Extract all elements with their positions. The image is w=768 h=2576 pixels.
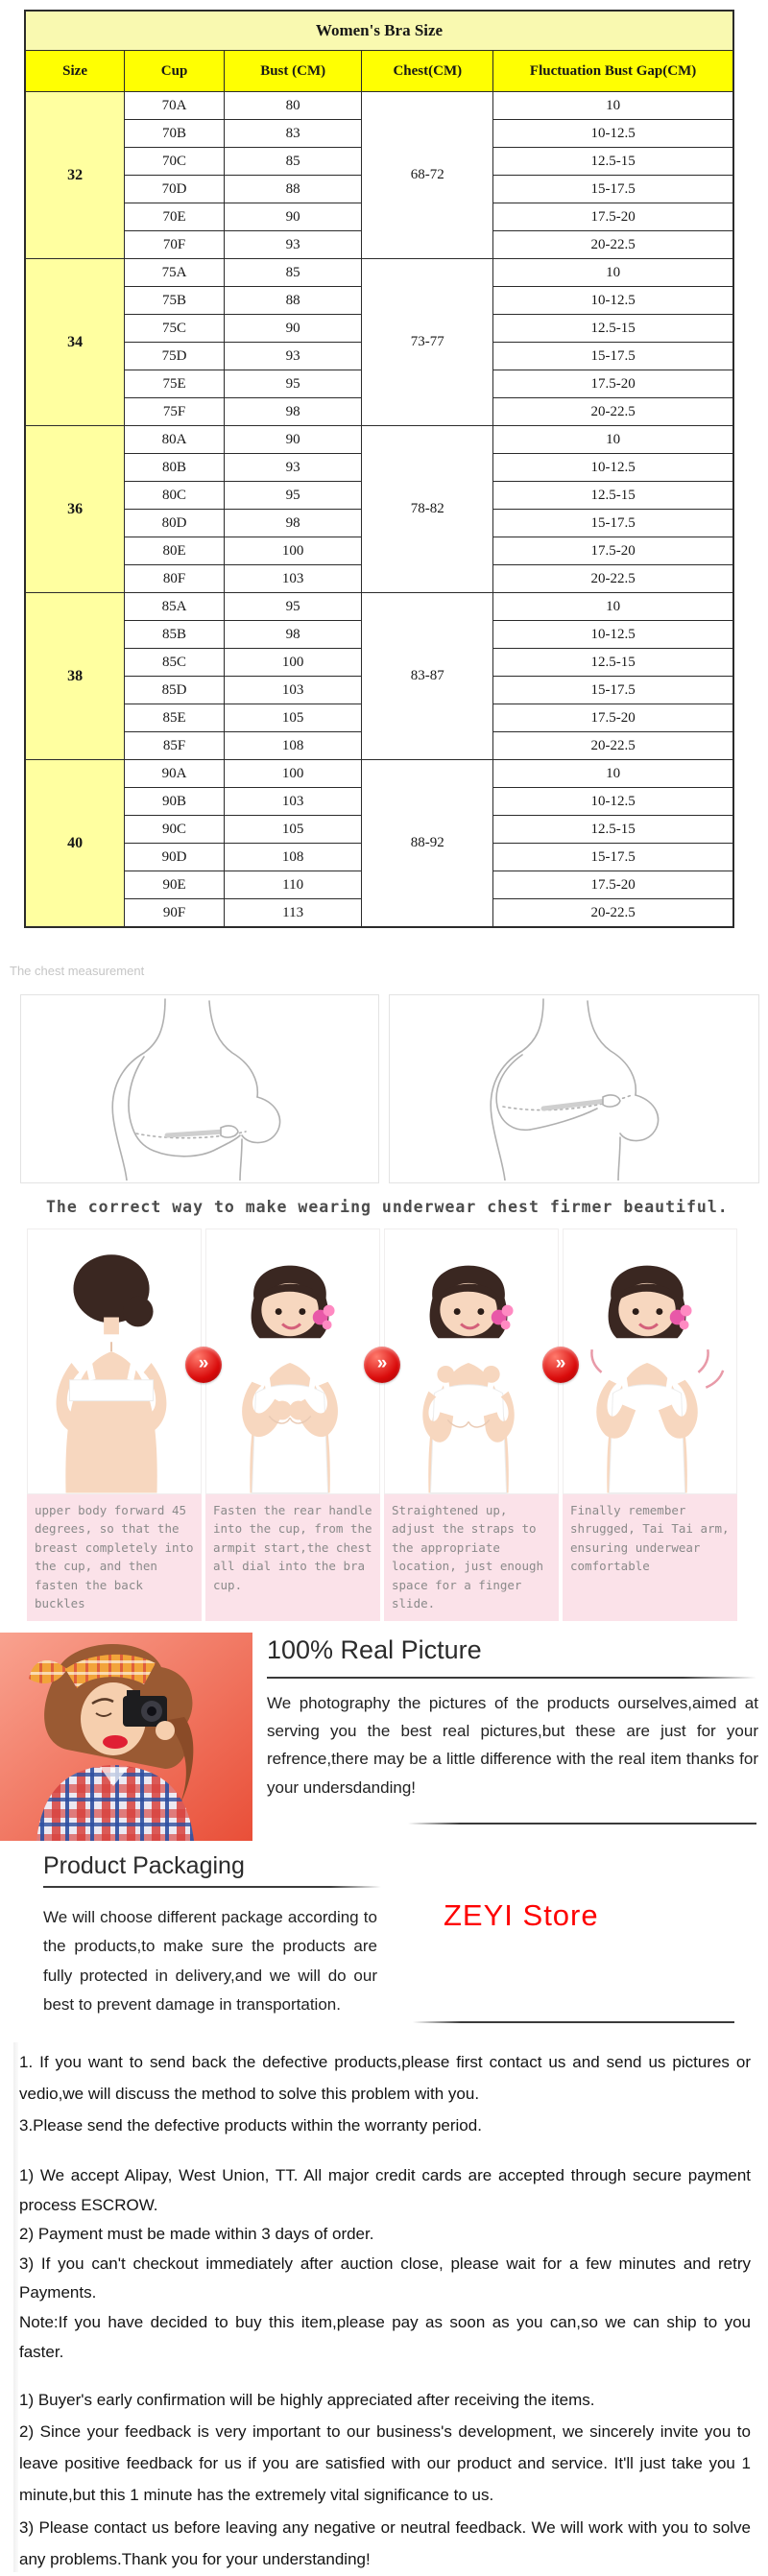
column-header-size: Size: [25, 51, 125, 92]
cup-cell: 90C: [125, 816, 225, 844]
bust-cell: 110: [224, 871, 362, 899]
chest-measurement-label: The chest measurement: [10, 964, 145, 978]
size-cell: 36: [25, 426, 125, 593]
cup-cell: 90F: [125, 899, 225, 928]
cup-cell: 90B: [125, 788, 225, 816]
returns-line: 1. If you want to send back the defective products,please first contact us and send us pictures or vedio,we will discuss the method to solve this problem with you.: [19, 2053, 751, 2103]
bust-cell: 103: [224, 788, 362, 816]
bust-cell: 93: [224, 454, 362, 482]
gap-cell: 17.5-20: [493, 871, 733, 899]
cup-cell: 85A: [125, 593, 225, 621]
bust-cell: 88: [224, 176, 362, 203]
bust-cell: 98: [224, 621, 362, 649]
size-table-title: Women's Bra Size: [25, 11, 733, 51]
cup-cell: 70E: [125, 203, 225, 231]
payment-line: Note:If you have decided to buy this item,please pay as soon as you can,so we can ship to you faster.: [19, 2312, 751, 2361]
bust-cell: 85: [224, 148, 362, 176]
bust-cell: 90: [224, 315, 362, 343]
guide-step-3-caption: Straightened up, adjust the straps to the appropriate location, just enough space for a finger slide.: [384, 1494, 559, 1621]
column-header-gap: Fluctuation Bust Gap(CM): [493, 51, 733, 92]
gap-cell: 12.5-15: [493, 482, 733, 510]
feedback-line: 1) Buyer's early confirmation will be highly appreciated after receiving the items.: [19, 2391, 595, 2409]
bust-cell: 90: [224, 203, 362, 231]
column-header-cup: Cup: [125, 51, 225, 92]
gap-cell: 17.5-20: [493, 704, 733, 732]
cup-cell: 75F: [125, 398, 225, 426]
gap-cell: 10-12.5: [493, 120, 733, 148]
cup-cell: 85D: [125, 677, 225, 704]
bust-cell: 88: [224, 287, 362, 315]
gap-cell: 12.5-15: [493, 816, 733, 844]
torso-line-drawing-icon: [21, 1168, 376, 1184]
cup-cell: 85F: [125, 732, 225, 760]
cup-cell: 80D: [125, 510, 225, 537]
bust-cell: 103: [224, 565, 362, 593]
bust-cell: 98: [224, 398, 362, 426]
divider: [267, 1677, 756, 1679]
divider: [413, 2021, 734, 2023]
size-cell: 32: [25, 92, 125, 259]
next-step-arrow-icon: »: [364, 1347, 400, 1383]
cup-cell: 90D: [125, 844, 225, 871]
bust-cell: 85: [224, 259, 362, 287]
bust-cell: 95: [224, 482, 362, 510]
gap-cell: 10-12.5: [493, 454, 733, 482]
store-name: ZEYI Store: [444, 1898, 599, 1932]
guide-step-3-illustration: [384, 1228, 559, 1494]
size-table-row: [25, 760, 733, 788]
column-header-bust: Bust (CM): [224, 51, 362, 92]
guide-step-1-caption: upper body forward 45 degrees, so that the breast completely into the cup, and then fasten the back buckles: [27, 1494, 202, 1621]
chest-cell: 83-87: [362, 593, 493, 760]
cup-cell: 70A: [125, 92, 225, 120]
table-header-row: [25, 51, 733, 92]
chest-cell: 78-82: [362, 426, 493, 593]
chest-cell: 73-77: [362, 259, 493, 426]
size-table-row: [25, 92, 733, 120]
real-picture-text: We photography the pictures of the products ourselves,aimed at serving you the best real pictures,but these are just for your refrence,there may be a little difference with the real item thanks for your undersdanding!: [267, 1694, 758, 1797]
bust-cell: 103: [224, 677, 362, 704]
model-photo: [0, 1633, 252, 1841]
measurement-illustration-overbust: [389, 994, 759, 1183]
bust-cell: 105: [224, 704, 362, 732]
payment-terms-text: [19, 2161, 751, 2367]
gap-cell: 10-12.5: [493, 287, 733, 315]
photographer-woman-icon: [0, 1828, 252, 1841]
bust-cell: 83: [224, 120, 362, 148]
bust-cell: 100: [224, 537, 362, 565]
cup-cell: 70C: [125, 148, 225, 176]
guide-step-2-caption: Fasten the rear handle into the cup, from the armpit start,the chest all dial into the bra cup.: [205, 1494, 380, 1621]
bust-cell: 95: [224, 370, 362, 398]
size-cell: 34: [25, 259, 125, 426]
chest-cell: 88-92: [362, 760, 493, 928]
gap-cell: 10: [493, 760, 733, 788]
guide-step-1-illustration: [27, 1228, 202, 1494]
table-title-row: [25, 11, 733, 51]
gap-cell: 10: [493, 426, 733, 454]
size-table: [24, 10, 734, 928]
gap-cell: 17.5-20: [493, 537, 733, 565]
feedback-line: 3) Please contact us before leaving any negative or neutral feedback. We will work with you to solve any problems.Thank you for your understanding!: [19, 2517, 751, 2568]
size-table-row: [25, 426, 733, 454]
feedback-line: 2) Since your feedback is very important to our business's development, we sincerely invite you to leave positive feedback for us if you are satisfied with our product and service. It'll just take you 1 minute,but this 1 minute has the extremely vital significance to us.: [19, 2422, 751, 2505]
cup-cell: 75D: [125, 343, 225, 370]
packaging-heading: Product Packaging: [43, 1852, 245, 1879]
gap-cell: 20-22.5: [493, 565, 733, 593]
cup-cell: 75B: [125, 287, 225, 315]
gap-cell: 10-12.5: [493, 621, 733, 649]
size-table-body: [25, 92, 733, 928]
gap-cell: 17.5-20: [493, 370, 733, 398]
gap-cell: 17.5-20: [493, 203, 733, 231]
cup-cell: 80A: [125, 426, 225, 454]
gap-cell: 10-12.5: [493, 788, 733, 816]
cup-cell: 75A: [125, 259, 225, 287]
cup-cell: 90E: [125, 871, 225, 899]
bust-cell: 93: [224, 231, 362, 259]
size-cell: 40: [25, 760, 125, 928]
returns-policy-text: [19, 2047, 751, 2141]
cup-cell: 75E: [125, 370, 225, 398]
cup-cell: 70B: [125, 120, 225, 148]
page-edge-artifact: [13, 2042, 18, 2572]
gap-cell: 10: [493, 92, 733, 120]
bust-cell: 90: [224, 426, 362, 454]
wearing-guide-title: The correct way to make wearing underwear chest firmer beautiful.: [46, 1198, 729, 1216]
guide-step-2-illustration: [205, 1228, 380, 1494]
measurement-illustration-underbust: [20, 994, 379, 1183]
payment-line: 1) We accept Alipay, West Union, TT. All major credit cards are accepted through secure payment process ESCROW.: [19, 2166, 751, 2214]
feedback-request-text: [19, 2384, 751, 2575]
size-table-row: [25, 593, 733, 621]
bust-cell: 100: [224, 760, 362, 788]
gap-cell: 20-22.5: [493, 732, 733, 760]
gap-cell: 12.5-15: [493, 649, 733, 677]
chest-cell: 68-72: [362, 92, 493, 259]
payment-line: 2) Payment must be made within 3 days of order.: [19, 2225, 374, 2244]
cup-cell: 80B: [125, 454, 225, 482]
cup-cell: 80C: [125, 482, 225, 510]
cup-cell: 80E: [125, 537, 225, 565]
gap-cell: 12.5-15: [493, 315, 733, 343]
torso-line-drawing-icon: [390, 1168, 756, 1184]
bust-cell: 98: [224, 510, 362, 537]
cup-cell: 70F: [125, 231, 225, 259]
cup-cell: 90A: [125, 760, 225, 788]
gap-cell: 12.5-15: [493, 148, 733, 176]
bust-cell: 108: [224, 732, 362, 760]
gap-cell: 15-17.5: [493, 677, 733, 704]
bust-cell: 80: [224, 92, 362, 120]
next-step-arrow-icon: »: [542, 1347, 579, 1383]
bust-cell: 108: [224, 844, 362, 871]
gap-cell: 15-17.5: [493, 343, 733, 370]
gap-cell: 20-22.5: [493, 899, 733, 928]
divider: [408, 1823, 756, 1825]
cup-cell: 80F: [125, 565, 225, 593]
guide-step-4-illustration: [563, 1228, 737, 1494]
gap-cell: 15-17.5: [493, 510, 733, 537]
next-step-arrow-icon: »: [185, 1347, 222, 1383]
bust-cell: 100: [224, 649, 362, 677]
bust-cell: 95: [224, 593, 362, 621]
packaging-text: We will choose different package according to the products,to make sure the products are fully protected in delivery,and we will do our best to prevent damage in transportation.: [43, 1908, 377, 2014]
cup-cell: 85B: [125, 621, 225, 649]
divider: [43, 1886, 381, 1888]
returns-line: 3.Please send the defective products within the worranty period.: [19, 2115, 482, 2135]
bust-cell: 105: [224, 816, 362, 844]
payment-line: 3) If you can't checkout immediately after auction close, please wait for a few minutes and retry Payments.: [19, 2254, 751, 2302]
gap-cell: 15-17.5: [493, 176, 733, 203]
gap-cell: 15-17.5: [493, 844, 733, 871]
cup-cell: 85C: [125, 649, 225, 677]
gap-cell: 20-22.5: [493, 231, 733, 259]
bust-cell: 113: [224, 899, 362, 928]
cup-cell: 70D: [125, 176, 225, 203]
bust-cell: 93: [224, 343, 362, 370]
cup-cell: 75C: [125, 315, 225, 343]
guide-step-4-caption: Finally remember shrugged, Tai Tai arm, ensuring underwear comfortable: [563, 1494, 737, 1621]
column-header-chest: Chest(CM): [362, 51, 493, 92]
gap-cell: 20-22.5: [493, 398, 733, 426]
gap-cell: 10: [493, 259, 733, 287]
size-table-row: [25, 259, 733, 287]
size-cell: 38: [25, 593, 125, 760]
cup-cell: 85E: [125, 704, 225, 732]
gap-cell: 10: [493, 593, 733, 621]
real-picture-heading: 100% Real Picture: [267, 1635, 482, 1664]
